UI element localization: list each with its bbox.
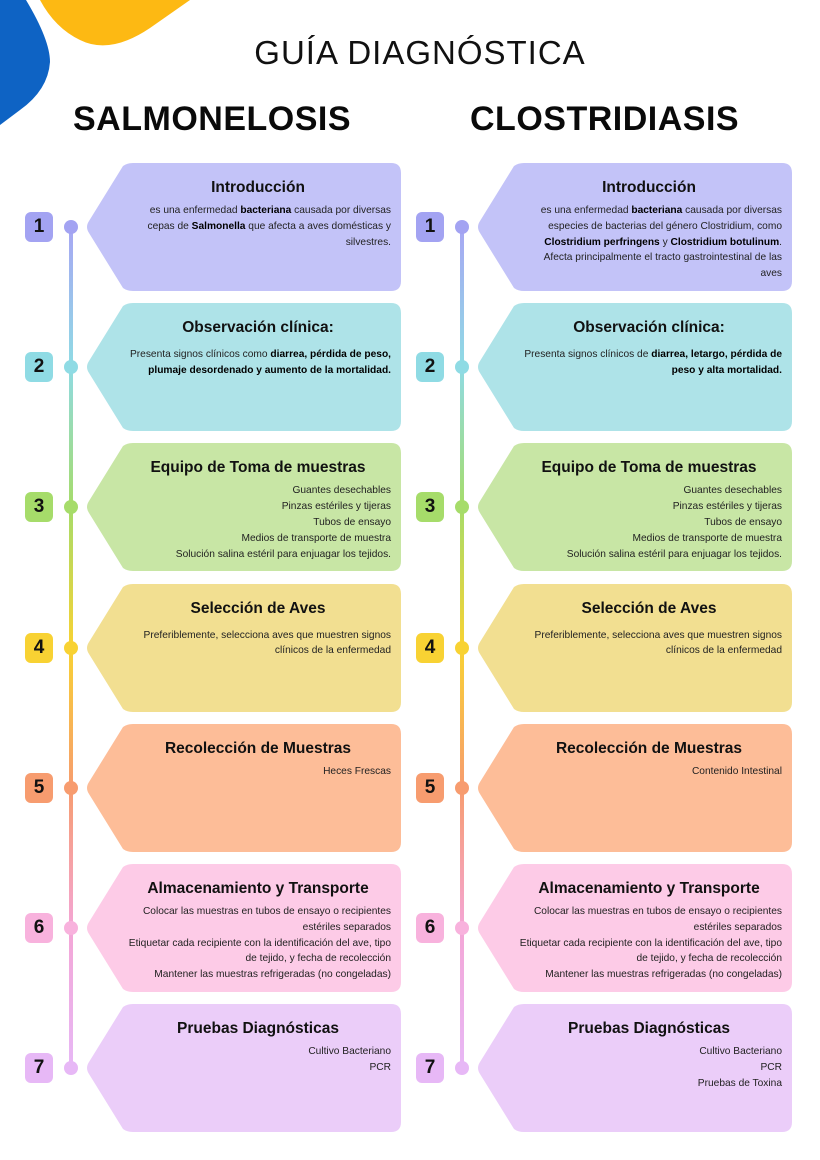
step-card: [476, 724, 792, 852]
body-line: [500, 250, 782, 266]
text-segment: Tubos de ensayo: [313, 516, 391, 528]
body-line: [109, 904, 391, 920]
body-line: [500, 951, 782, 967]
step-card: [476, 864, 792, 992]
step-number-badge: 2: [416, 352, 444, 382]
body-line: [109, 547, 391, 563]
text-segment: Clostridium perfringens: [544, 236, 660, 248]
body-line: [109, 347, 391, 363]
text-segment: Colocar las muestras en tubos de ensayo o recipientes: [533, 906, 782, 917]
text-segment: causada por diversas: [291, 205, 391, 216]
body-line: [109, 1044, 391, 1060]
text-segment: Solución salina estéril para enjuagar los tejidos.: [566, 548, 782, 560]
text-segment: .: [779, 236, 782, 248]
text-segment: Etiquetar cada recipiente con la identificación del ave, tipo: [519, 937, 782, 949]
step-title: Selección de Aves: [581, 599, 717, 617]
step-number-badge: 5: [416, 773, 444, 803]
text-segment: de tejido, y fecha de recolección: [245, 953, 391, 965]
body-line: [109, 363, 391, 379]
step-number-badge: 3: [25, 492, 53, 522]
step-card: [476, 1004, 792, 1132]
step-card: [85, 303, 401, 431]
text-segment: diarrea, pérdida de peso,: [270, 349, 391, 361]
step-body: [500, 203, 782, 282]
step-body: [500, 483, 782, 562]
timeline-dot: [64, 220, 78, 234]
text-segment: aves: [760, 268, 782, 280]
text-segment: estériles separados: [302, 921, 391, 933]
text-segment: Solución salina estéril para enjuagar los tejidos.: [175, 548, 391, 560]
text-segment: silvestres.: [345, 236, 391, 248]
step-body: [109, 904, 391, 983]
body-line: [500, 235, 782, 251]
timeline-dot: [64, 1061, 78, 1075]
body-line: [500, 1060, 782, 1076]
text-segment: causada por diversas: [682, 205, 782, 216]
text-segment: Medios de transporte de muestra: [241, 532, 391, 544]
timeline-dot: [455, 500, 469, 514]
body-line: [109, 203, 391, 219]
text-segment: Pinzas estériles y tijeras: [281, 501, 391, 513]
step-card: [85, 1004, 401, 1132]
body-line: [500, 219, 782, 235]
timeline-dot: [455, 921, 469, 935]
step-title: Selección de Aves: [190, 599, 326, 617]
text-segment: plumaje desordenado y aumento de la mortalidad.: [148, 364, 391, 376]
step-number-badge: 5: [25, 773, 53, 803]
step-card: [85, 864, 401, 992]
text-segment: que afecta a aves domésticas y: [245, 220, 391, 232]
step-card: [85, 163, 401, 291]
step-number-badge: 4: [25, 633, 53, 663]
text-segment: Colocar las muestras en tubos de ensayo o recipientes: [142, 906, 391, 917]
step-body: [500, 904, 782, 983]
step-title: Observación clínica:: [182, 319, 334, 337]
text-segment: Tubos de ensayo: [704, 516, 782, 528]
body-line: [500, 1076, 782, 1092]
text-segment: Etiquetar cada recipiente con la identificación del ave, tipo: [128, 937, 391, 949]
text-segment: Cultivo Bacteriano: [308, 1046, 391, 1058]
step-card: [476, 443, 792, 571]
step-number-badge: 1: [25, 212, 53, 242]
step-title: Equipo de Toma de muestras: [150, 459, 366, 477]
body-line: [109, 951, 391, 967]
step-number-badge: 3: [416, 492, 444, 522]
body-line: [109, 936, 391, 952]
text-segment: Presenta signos clínicos de: [524, 349, 652, 361]
step-body: [109, 1044, 391, 1076]
timeline-dot: [455, 781, 469, 795]
text-segment: Clostridium botulinum: [670, 236, 780, 248]
text-segment: Preferiblemente, selecciona aves que muestren signos: [534, 629, 782, 641]
text-segment: Mantener las muestras refrigeradas (no congeladas): [545, 969, 782, 981]
body-line: [109, 499, 391, 515]
timeline-dot: [64, 781, 78, 795]
text-segment: Pruebas de Toxina: [697, 1077, 782, 1089]
body-line: [500, 347, 782, 363]
step-body: [109, 764, 391, 780]
timeline-dot: [64, 921, 78, 935]
body-line: [109, 219, 391, 235]
body-line: [500, 967, 782, 983]
text-segment: estériles separados: [693, 921, 782, 933]
text-segment: bacteriana: [631, 205, 683, 216]
text-segment: Guantes desechables: [683, 485, 782, 497]
text-segment: Preferiblemente, selecciona aves que muestren signos: [143, 629, 391, 641]
text-segment: clínicos de la enfermedad: [274, 645, 391, 657]
timeline-dot: [455, 220, 469, 234]
step-title: Pruebas Diagnósticas: [568, 1020, 730, 1038]
timeline-dot: [455, 641, 469, 655]
body-line: [500, 515, 782, 531]
body-line: [500, 643, 782, 659]
step-number-badge: 6: [416, 913, 444, 943]
step-body: [500, 1044, 782, 1091]
body-line: [109, 764, 391, 780]
step-number-badge: 4: [416, 633, 444, 663]
step-card: [476, 163, 792, 291]
step-title: Introducción: [602, 179, 696, 196]
step-body: [109, 483, 391, 562]
column-title: SALMONELOSIS: [73, 100, 352, 138]
step-number-badge: 7: [25, 1053, 53, 1083]
text-segment: especies de bacterias del género Clostridium, como: [548, 220, 782, 232]
timeline-dot: [64, 500, 78, 514]
timeline-dot: [455, 1061, 469, 1075]
step-title: Recolección de Muestras: [555, 739, 743, 757]
step-title: Introducción: [211, 179, 305, 196]
text-segment: Cultivo Bacteriano: [699, 1046, 782, 1058]
body-line: [109, 1060, 391, 1076]
text-segment: Contenido Intestinal: [691, 765, 782, 777]
text-segment: y: [659, 236, 671, 248]
text-segment: PCR: [369, 1061, 391, 1073]
body-line: [109, 235, 391, 251]
body-line: [500, 203, 782, 219]
text-segment: Medios de transporte de muestra: [632, 532, 782, 544]
timeline-dot: [64, 641, 78, 655]
body-line: [109, 531, 391, 547]
body-line: [500, 920, 782, 936]
step-number-badge: 6: [25, 913, 53, 943]
step-card: [85, 443, 401, 571]
step-card: [85, 724, 401, 852]
text-segment: Mantener las muestras refrigeradas (no congeladas): [154, 969, 391, 981]
body-line: [500, 363, 782, 379]
text-segment: diarrea, letargo, pérdida de: [651, 349, 782, 361]
step-title: Almacenamiento y Transporte: [147, 880, 369, 897]
step-title: Equipo de Toma de muestras: [541, 459, 757, 477]
step-body: [109, 347, 391, 379]
step-title: Observación clínica:: [573, 319, 725, 337]
body-line: [500, 547, 782, 563]
step-number-badge: 7: [416, 1053, 444, 1083]
timeline-dot: [455, 360, 469, 374]
text-segment: peso y alta mortalidad.: [671, 364, 782, 376]
text-segment: Guantes desechables: [292, 485, 391, 497]
step-card: [476, 584, 792, 712]
step-number-badge: 2: [25, 352, 53, 382]
step-card: [476, 303, 792, 431]
body-line: [500, 904, 782, 920]
text-segment: de tejido, y fecha de recolección: [636, 953, 782, 965]
text-segment: clínicos de la enfermedad: [665, 645, 782, 657]
text-segment: bacteriana: [240, 205, 292, 216]
column-title: CLOSTRIDIASIS: [470, 100, 740, 138]
step-body: [109, 203, 391, 250]
text-segment: Presenta signos clínicos como: [129, 349, 271, 361]
body-line: [500, 266, 782, 282]
body-line: [500, 1044, 782, 1060]
text-segment: Pinzas estériles y tijeras: [672, 501, 782, 513]
text-segment: Heces Frescas: [323, 765, 391, 777]
text-segment: Afecta principalmente el tracto gastrointestinal de las: [543, 252, 782, 264]
page-title: GUÍA DIAGNÓSTICA: [254, 34, 586, 71]
body-line: [500, 531, 782, 547]
body-line: [109, 483, 391, 499]
step-title: Pruebas Diagnósticas: [177, 1020, 339, 1038]
body-line: [109, 967, 391, 983]
text-segment: Salmonella: [191, 220, 246, 232]
text-segment: PCR: [760, 1061, 782, 1073]
body-line: [500, 499, 782, 515]
body-line: [109, 515, 391, 531]
step-number-badge: 1: [416, 212, 444, 242]
step-body: [500, 347, 782, 379]
body-line: [109, 628, 391, 644]
body-line: [500, 483, 782, 499]
text-segment: es una enfermedad: [149, 205, 241, 216]
step-body: [109, 628, 391, 660]
body-line: [500, 764, 782, 780]
text-segment: es una enfermedad: [540, 205, 632, 216]
step-body: [500, 628, 782, 660]
timeline-dot: [64, 360, 78, 374]
body-line: [500, 936, 782, 952]
body-line: [109, 920, 391, 936]
body-line: [500, 628, 782, 644]
step-card: [85, 584, 401, 712]
text-segment: cepas de: [147, 220, 192, 232]
body-line: [109, 643, 391, 659]
step-title: Recolección de Muestras: [164, 739, 352, 757]
step-body: [500, 764, 782, 780]
step-title: Almacenamiento y Transporte: [538, 880, 760, 897]
